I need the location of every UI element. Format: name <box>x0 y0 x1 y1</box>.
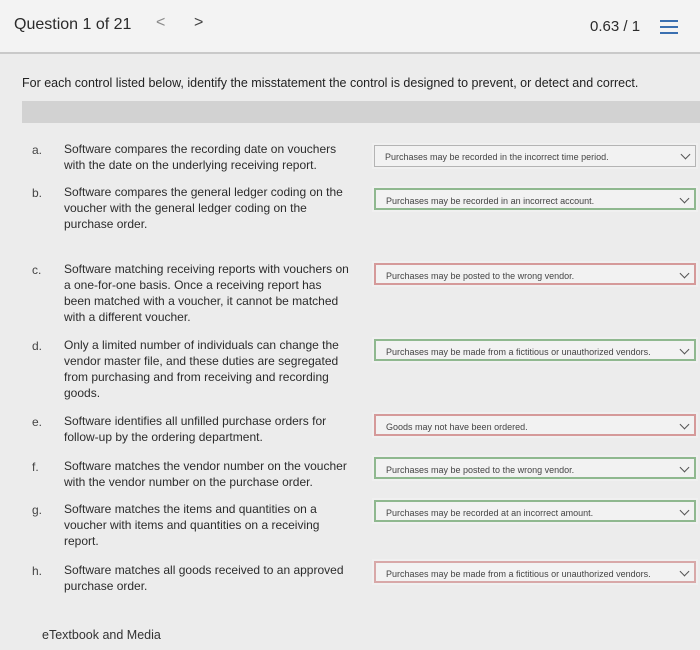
chevron-down-icon <box>680 269 690 279</box>
answer-value: Purchases may be made from a fictitious or unauthorized vendors. <box>386 347 651 357</box>
control-statement: Software compares the recording date on vouchers with the date on the underlying receiving report. <box>64 142 337 172</box>
control-statement: Software matches the vendor number on the voucher with the vendor number on the purchase order. <box>64 459 347 489</box>
answer-value: Purchases may be recorded in the incorrect time period. <box>385 152 609 162</box>
control-statement: Only a limited number of individuals can change the vendor master file, and these duties are segregated from purchasing and from receiving and recording goods. <box>64 338 339 400</box>
answer-select-g[interactable] <box>374 500 696 522</box>
previous-question-button[interactable]: < <box>156 14 166 31</box>
answer-select-b[interactable] <box>374 188 696 210</box>
item-letter: g. <box>32 503 43 517</box>
control-statement: Software matches the items and quantities on a voucher with items and quantities on a receiving report. <box>64 502 320 548</box>
question-counter: Question 1 of 21 <box>14 16 132 33</box>
answer-select-h[interactable] <box>374 561 696 583</box>
control-statement: Software matching receiving reports with vouchers on a one-for-one basis. Once a receiving report has been matched with a voucher, it cannot be matched with a different voucher. <box>64 262 349 324</box>
answer-value: Purchases may be recorded in an incorrect account. <box>386 196 595 206</box>
chevron-down-icon <box>681 150 691 160</box>
item-letter: b. <box>32 186 43 200</box>
answer-select-a[interactable] <box>374 145 696 167</box>
chevron-down-icon <box>680 567 690 577</box>
chevron-down-icon <box>680 194 690 204</box>
item-letter: f. <box>32 460 39 474</box>
answer-select-c[interactable] <box>374 263 696 285</box>
control-statement: Software matches all goods received to an approved purchase order. <box>64 563 344 593</box>
question-header <box>0 0 700 54</box>
table-header-band <box>22 101 700 123</box>
instruction-text: For each control listed below, identify the misstatement the control is designed to prevent, or detect and correct. <box>22 76 639 90</box>
answer-select-f[interactable] <box>374 457 696 479</box>
chevron-down-icon <box>680 420 690 430</box>
etextbook-link[interactable]: eTextbook and Media <box>42 628 161 642</box>
item-letter: c. <box>32 263 42 277</box>
answer-value: Purchases may be recorded at an incorrect amount. <box>386 508 594 518</box>
item-letter: d. <box>32 339 43 353</box>
item-letter: h. <box>32 564 43 578</box>
chevron-down-icon <box>680 463 690 473</box>
answer-value: Purchases may be posted to the wrong vendor. <box>386 465 575 475</box>
control-statement: Software compares the general ledger coding on the voucher with the general ledger coding on the purchase order. <box>64 185 343 231</box>
answer-value: Purchases may be made from a fictitious or unauthorized vendors. <box>386 569 651 579</box>
answer-value: Purchases may be posted to the wrong vendor. <box>386 271 575 281</box>
answer-select-e[interactable] <box>374 414 696 436</box>
item-letter: e. <box>32 415 43 429</box>
score-display: 0.63 / 1 <box>590 18 641 35</box>
next-question-button[interactable]: > <box>194 14 204 31</box>
item-letter: a. <box>32 143 43 157</box>
question-list-icon[interactable] <box>660 20 678 34</box>
answer-value: Goods may not have been ordered. <box>386 422 528 432</box>
chevron-down-icon <box>680 345 690 355</box>
answer-select-d[interactable] <box>374 339 696 361</box>
control-statement: Software identifies all unfilled purchase orders for follow-up by the ordering department. <box>64 414 327 444</box>
chevron-down-icon <box>680 506 690 516</box>
